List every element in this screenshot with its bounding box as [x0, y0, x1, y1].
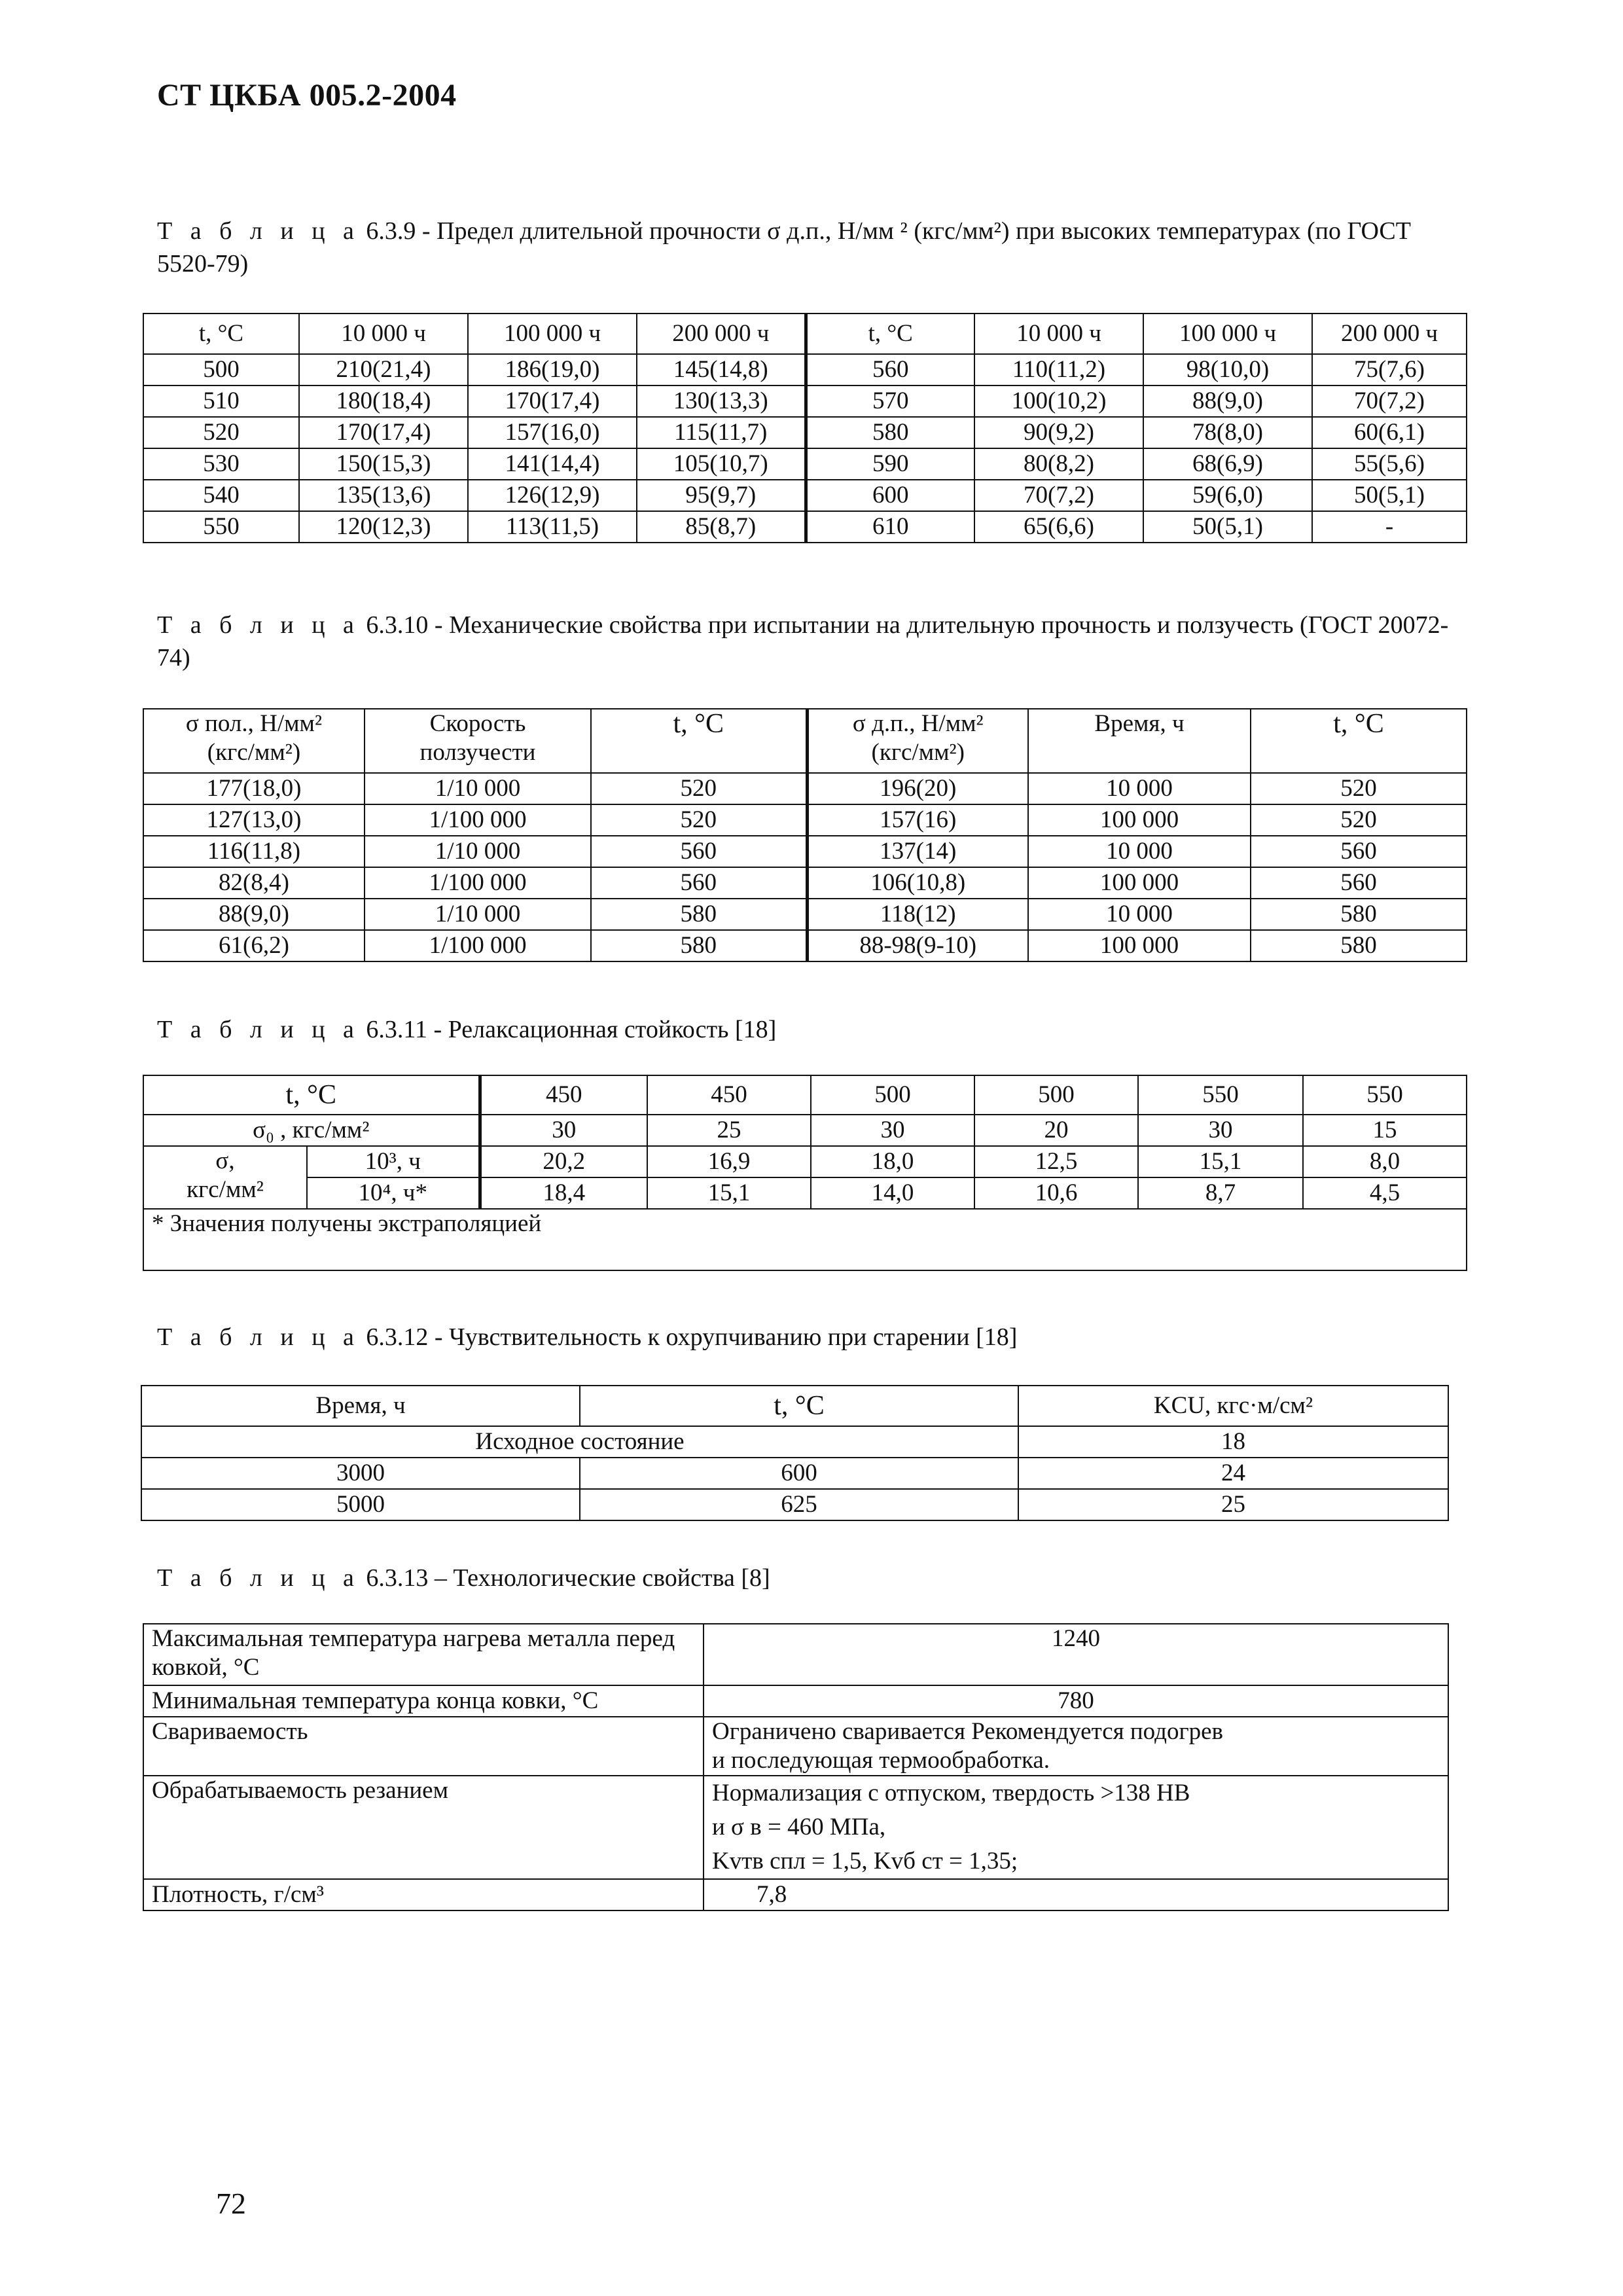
table-cell: 88(9,0) — [1143, 386, 1312, 417]
property-label: Плотность, г/см³ — [143, 1879, 704, 1910]
table-cell: 170(17,4) — [299, 417, 468, 448]
table-cell: 115(11,7) — [637, 417, 806, 448]
table-cell: 20,2 — [480, 1146, 647, 1177]
table-cell: 150(15,3) — [299, 448, 468, 480]
table-cell: 580 — [806, 417, 974, 448]
table-cell: 1/100 000 — [365, 867, 591, 899]
table-cell: Исходное состояние — [141, 1426, 1018, 1458]
table-cell: 186(19,0) — [468, 354, 637, 386]
property-value: 780 — [704, 1685, 1448, 1717]
table-cell: 10,6 — [974, 1177, 1138, 1209]
caption-label: Т а б л и ц а — [157, 611, 360, 639]
table-cell: 120(12,3) — [299, 511, 468, 543]
table-row — [143, 448, 1467, 480]
table-cell: 520 — [143, 417, 299, 448]
table-cell: 80(8,2) — [974, 448, 1143, 480]
caption-number: 6.3.12 — [366, 1323, 429, 1351]
table-cell: 560 — [806, 354, 974, 386]
header-cell: 10⁴, ч* — [307, 1177, 480, 1209]
table-cell: 10 000 — [1028, 899, 1251, 930]
table-row — [143, 417, 1467, 448]
table-6-3-11 — [143, 1075, 1467, 1271]
footnote: * Значения получены экстраполяцией — [143, 1209, 1467, 1270]
header-cell: t, °С — [806, 314, 974, 354]
table-row — [143, 1776, 1448, 1879]
table-cell: 18 — [1018, 1426, 1448, 1458]
table-cell: 98(10,0) — [1143, 354, 1312, 386]
table-cell: 1/100 000 — [365, 930, 591, 961]
table-cell: 30 — [1138, 1115, 1303, 1146]
table-row — [143, 1209, 1467, 1270]
header-cell: 200 000 ч — [637, 314, 806, 354]
table-row — [143, 899, 1467, 930]
table-cell: 106(10,8) — [807, 867, 1028, 899]
table-cell: 95(9,7) — [637, 480, 806, 511]
header-cell: 10 000 ч — [299, 314, 468, 354]
table-cell: 450 — [647, 1075, 811, 1115]
table-cell: 30 — [811, 1115, 974, 1146]
caption-text: - Релаксационная стойкость [18] — [427, 1016, 777, 1043]
table-cell: 520 — [591, 773, 807, 804]
header-cell: KCU, кгс·м/см² — [1018, 1386, 1448, 1426]
table-cell: 18,0 — [811, 1146, 974, 1177]
table-cell: 3000 — [141, 1458, 580, 1489]
table-row — [143, 1115, 1467, 1146]
table-cell: 540 — [143, 480, 299, 511]
table-cell: 12,5 — [974, 1146, 1138, 1177]
document-code: СТ ЦКБА 005.2-2004 — [157, 78, 457, 113]
header-line: σ пол., Н/мм² — [185, 710, 323, 737]
table-cell: 116(11,8) — [143, 836, 365, 867]
table-cell: 18,4 — [480, 1177, 647, 1209]
property-label: Свариваемость — [143, 1717, 704, 1776]
table-cell: 145(14,8) — [637, 354, 806, 386]
table-cell: 560 — [591, 867, 807, 899]
table-cell: 100 000 — [1028, 804, 1251, 836]
property-label: Минимальная температура конца ковки, °С — [143, 1685, 704, 1717]
header-cell — [807, 709, 1028, 773]
table-cell: 550 — [143, 511, 299, 543]
table-cell: 1/10 000 — [365, 836, 591, 867]
caption-text: - Предел длительной прочности σ д.п., Н/мм ² (кгс/мм²) при высоких температурах (по ГОСТ 5520-79) — [157, 217, 1411, 278]
table-cell: 500 — [974, 1075, 1138, 1115]
table-cell: 550 — [1138, 1075, 1303, 1115]
value-line: Kvтв спл = 1,5, Kvб ст = 1,35; — [712, 1848, 1018, 1874]
table-6-3-11-caption — [157, 1013, 776, 1046]
table-cell: 570 — [806, 386, 974, 417]
table-cell: 82(8,4) — [143, 867, 365, 899]
table-row — [143, 1624, 1448, 1685]
table-cell: 15,1 — [1138, 1146, 1303, 1177]
table-cell: 550 — [1303, 1075, 1467, 1115]
table-row — [143, 867, 1467, 899]
header-cell: Время, ч — [141, 1386, 580, 1426]
table-cell: 580 — [1251, 899, 1467, 930]
header-line: Скорость — [429, 710, 526, 737]
table-cell: 15 — [1303, 1115, 1467, 1146]
header-cell: Время, ч — [1028, 709, 1251, 773]
table-cell: 25 — [1018, 1489, 1448, 1520]
table-row — [143, 480, 1467, 511]
value-line: и последующая термообработка. — [712, 1747, 1050, 1774]
table-cell: 16,9 — [647, 1146, 811, 1177]
table-cell: 78(8,0) — [1143, 417, 1312, 448]
header-cell: t, °С — [1251, 709, 1467, 773]
table-cell: 135(13,6) — [299, 480, 468, 511]
table-row — [143, 354, 1467, 386]
table-cell: 55(5,6) — [1312, 448, 1467, 480]
table-6-3-13-caption — [157, 1562, 770, 1594]
table-cell: 8,7 — [1138, 1177, 1303, 1209]
table-cell: - — [1312, 511, 1467, 543]
table-cell: 14,0 — [811, 1177, 974, 1209]
table-row — [141, 1489, 1448, 1520]
caption-number: 6.3.13 — [366, 1564, 429, 1592]
table-6-3-9 — [143, 313, 1467, 543]
table-cell: 560 — [1251, 867, 1467, 899]
caption-label: Т а б л и ц а — [157, 217, 360, 245]
table-row — [143, 1879, 1448, 1910]
table-cell: 157(16,0) — [468, 417, 637, 448]
value-line: Нормализация с отпуском, твердость >138 НВ — [712, 1780, 1190, 1806]
table-cell: 590 — [806, 448, 974, 480]
table-cell: 510 — [143, 386, 299, 417]
table-cell: 105(10,7) — [637, 448, 806, 480]
caption-text: – Технологические свойства [8] — [428, 1564, 770, 1592]
header-line: σ д.п., Н/мм² — [852, 710, 984, 737]
table-cell: 24 — [1018, 1458, 1448, 1489]
caption-label: Т а б л и ц а — [157, 1323, 360, 1351]
table-cell: 520 — [1251, 804, 1467, 836]
table-row — [143, 1717, 1448, 1776]
page-number: 72 — [216, 2187, 246, 2220]
table-cell: 118(12) — [807, 899, 1028, 930]
property-label: Максимальная температура нагрева металла перед ковкой, °С — [143, 1624, 704, 1685]
header-line: σ, — [215, 1147, 235, 1174]
header-cell: 200 000 ч — [1312, 314, 1467, 354]
table-cell: 610 — [806, 511, 974, 543]
table-cell: 580 — [1251, 930, 1467, 961]
table-cell: 500 — [143, 354, 299, 386]
header-cell — [143, 709, 365, 773]
table-6-3-12-caption — [157, 1321, 1017, 1354]
table-cell: 530 — [143, 448, 299, 480]
table-6-3-10-caption — [157, 609, 1459, 674]
table-cell: 61(6,2) — [143, 930, 365, 961]
value-line: и σ в = 460 МПа, — [712, 1814, 886, 1840]
header-line: (кгс/мм²) — [871, 739, 965, 766]
header-line: (кгс/мм²) — [207, 739, 301, 766]
table-cell: 127(13,0) — [143, 804, 365, 836]
table-cell: 210(21,4) — [299, 354, 468, 386]
caption-text: - Чувствительность к охрупчиванию при старении [18] — [428, 1323, 1018, 1351]
header-cell: 10³, ч — [307, 1146, 480, 1177]
table-cell: 59(6,0) — [1143, 480, 1312, 511]
table-row — [143, 836, 1467, 867]
table-cell: 600 — [806, 480, 974, 511]
table-cell: 580 — [591, 899, 807, 930]
table-row — [141, 1426, 1448, 1458]
property-value: 1240 — [704, 1624, 1448, 1685]
header-cell: t, °С — [580, 1386, 1018, 1426]
table-cell: 126(12,9) — [468, 480, 637, 511]
caption-label: Т а б л и ц а — [157, 1016, 360, 1043]
table-header-row — [143, 709, 1467, 773]
caption-text: - Механические свойства при испытании на длительную прочность и ползучесть (ГОСТ 20072-74) — [157, 611, 1449, 672]
table-cell: 50(5,1) — [1312, 480, 1467, 511]
table-cell: 100 000 — [1028, 867, 1251, 899]
table-cell: 88-98(9-10) — [807, 930, 1028, 961]
table-row — [143, 511, 1467, 543]
table-cell: 70(7,2) — [974, 480, 1143, 511]
table-cell: 500 — [811, 1075, 974, 1115]
table-row — [143, 1146, 1467, 1177]
table-header-row — [143, 314, 1467, 354]
table-cell: 580 — [591, 930, 807, 961]
table-cell: 25 — [647, 1115, 811, 1146]
table-cell: 113(11,5) — [468, 511, 637, 543]
table-cell: 560 — [1251, 836, 1467, 867]
table-cell: 70(7,2) — [1312, 386, 1467, 417]
caption-label: Т а б л и ц а — [157, 1564, 360, 1592]
table-cell: 1/10 000 — [365, 899, 591, 930]
caption-number: 6.3.11 — [366, 1016, 428, 1043]
table-cell: 141(14,4) — [468, 448, 637, 480]
table-cell: 130(13,3) — [637, 386, 806, 417]
table-cell: 1/10 000 — [365, 773, 591, 804]
caption-number: 6.3.10 — [366, 611, 429, 639]
table-row — [141, 1458, 1448, 1489]
header-cell — [365, 709, 591, 773]
property-value — [704, 1717, 1448, 1776]
header-cell: t, °С — [143, 1075, 480, 1115]
table-row — [143, 386, 1467, 417]
table-6-3-9-caption — [157, 215, 1459, 280]
table-cell: 157(16) — [807, 804, 1028, 836]
header-cell: 100 000 ч — [1143, 314, 1312, 354]
caption-number: 6.3.9 — [366, 217, 416, 245]
table-cell: 8,0 — [1303, 1146, 1467, 1177]
table-cell: 4,5 — [1303, 1177, 1467, 1209]
table-cell: 85(8,7) — [637, 511, 806, 543]
table-cell: 15,1 — [647, 1177, 811, 1209]
table-cell: 520 — [1251, 773, 1467, 804]
table-cell: 110(11,2) — [974, 354, 1143, 386]
table-cell: 180(18,4) — [299, 386, 468, 417]
table-cell: 177(18,0) — [143, 773, 365, 804]
table-cell: 520 — [591, 804, 807, 836]
header-cell: σ₀ , кгс/мм² — [143, 1115, 480, 1146]
table-row — [143, 930, 1467, 961]
table-cell: 450 — [480, 1075, 647, 1115]
property-label: Обрабатываемость резанием — [143, 1776, 704, 1879]
table-row — [143, 773, 1467, 804]
property-value: 7,8 — [704, 1879, 1448, 1910]
table-cell: 196(20) — [807, 773, 1028, 804]
value-line: Ограничено сваривается Рекомендуется подогрев — [712, 1718, 1224, 1745]
table-row — [143, 1177, 1467, 1209]
table-cell: 10 000 — [1028, 836, 1251, 867]
header-cell: t, °С — [591, 709, 807, 773]
table-header-row — [141, 1386, 1448, 1426]
header-line: кгс/мм² — [187, 1176, 264, 1203]
table-cell: 100 000 — [1028, 930, 1251, 961]
property-value — [704, 1776, 1448, 1879]
table-6-3-10 — [143, 708, 1467, 962]
header-cell — [143, 1146, 307, 1209]
table-row — [143, 804, 1467, 836]
table-cell: 30 — [480, 1115, 647, 1146]
table-6-3-13 — [143, 1623, 1449, 1911]
table-cell: 90(9,2) — [974, 417, 1143, 448]
table-6-3-12 — [141, 1385, 1449, 1521]
table-cell: 60(6,1) — [1312, 417, 1467, 448]
table-cell: 65(6,6) — [974, 511, 1143, 543]
table-row — [143, 1685, 1448, 1717]
table-cell: 88(9,0) — [143, 899, 365, 930]
table-cell: 560 — [591, 836, 807, 867]
table-cell: 20 — [974, 1115, 1138, 1146]
table-cell: 10 000 — [1028, 773, 1251, 804]
table-cell: 75(7,6) — [1312, 354, 1467, 386]
table-cell: 5000 — [141, 1489, 580, 1520]
header-cell: 10 000 ч — [974, 314, 1143, 354]
table-cell: 600 — [580, 1458, 1018, 1489]
table-cell: 100(10,2) — [974, 386, 1143, 417]
header-cell: 100 000 ч — [468, 314, 637, 354]
table-cell: 625 — [580, 1489, 1018, 1520]
table-row — [143, 1075, 1467, 1115]
table-cell: 137(14) — [807, 836, 1028, 867]
header-line: ползучести — [419, 739, 536, 766]
table-cell: 1/100 000 — [365, 804, 591, 836]
table-cell: 170(17,4) — [468, 386, 637, 417]
table-cell: 50(5,1) — [1143, 511, 1312, 543]
table-cell: 68(6,9) — [1143, 448, 1312, 480]
header-cell: t, °С — [143, 314, 299, 354]
